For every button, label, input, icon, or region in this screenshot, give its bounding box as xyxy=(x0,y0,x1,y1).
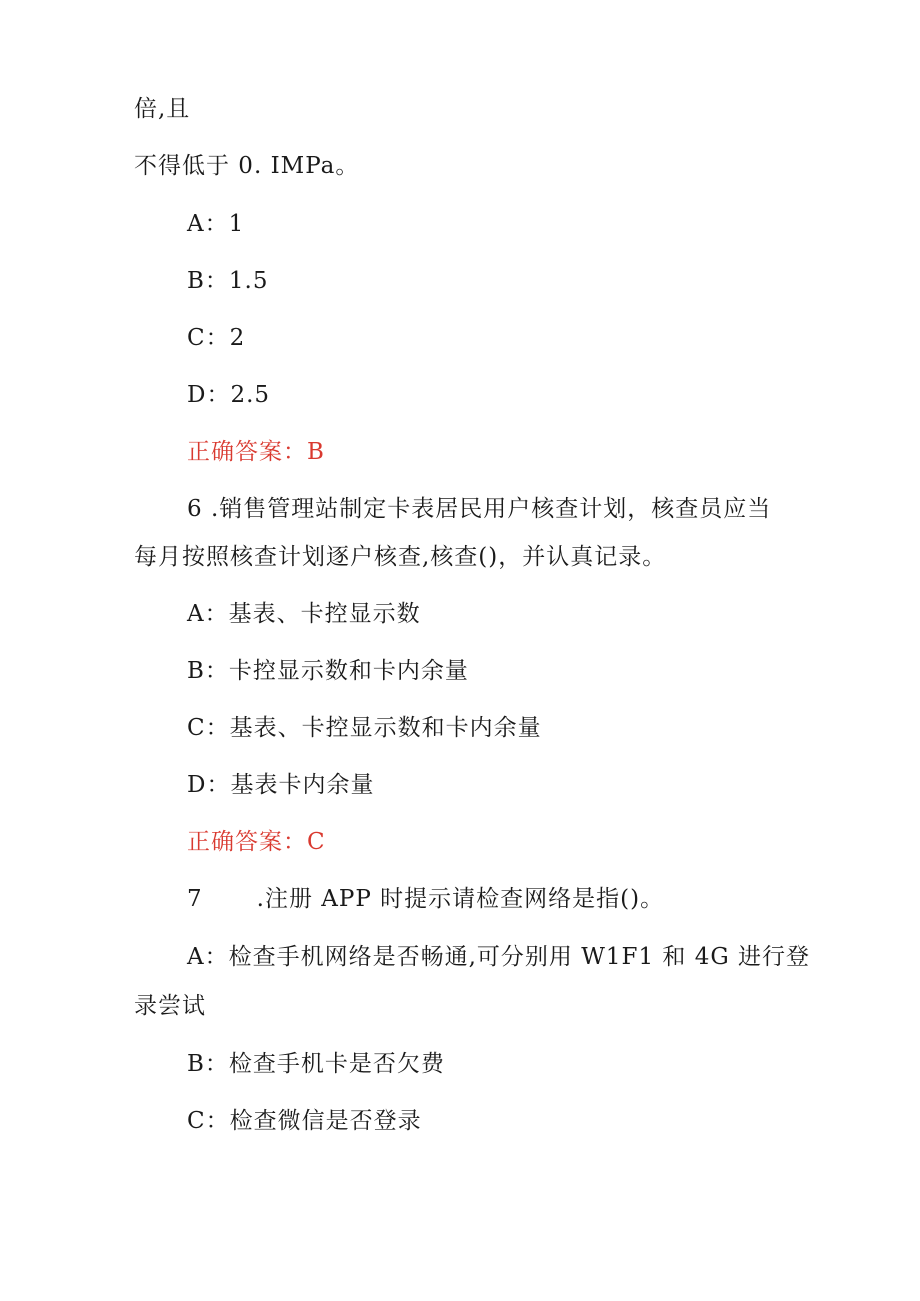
option-text: 卡控显示数和卡内余量 xyxy=(228,658,469,684)
option-c xyxy=(187,713,542,743)
option-a xyxy=(187,599,421,629)
option-label: A： xyxy=(187,211,229,237)
option-text: 2 xyxy=(229,325,246,351)
question-text: .注册 APP 时提示请检查网络是指()。 xyxy=(256,886,665,912)
question-text-line: 每月按照核查计划逐户核查,核查()，并认真记录。 xyxy=(134,544,667,570)
option-text-continued: 录尝试 xyxy=(134,993,206,1019)
option-b xyxy=(187,1049,445,1079)
option-b xyxy=(187,266,268,296)
question-text-line: 倍,且 xyxy=(134,96,191,122)
option-text: 1.5 xyxy=(228,268,269,294)
option-b xyxy=(187,656,469,686)
question-text-line: 不得低于 0. IMPa。 xyxy=(134,153,360,179)
option-label: D： xyxy=(187,382,231,408)
option-text: 检查手机卡是否欠费 xyxy=(228,1051,445,1077)
option-c xyxy=(187,323,245,353)
option-label: D： xyxy=(187,772,231,798)
option-a xyxy=(187,209,244,239)
option-label: B： xyxy=(187,268,229,294)
option-text: 基表卡内余量 xyxy=(230,772,375,798)
option-label: A： xyxy=(187,944,229,970)
option-label: C： xyxy=(187,715,230,741)
question-text-line: 6 .销售管理站制定卡表居民用户核查计划，核查员应当 xyxy=(187,496,772,522)
option-d xyxy=(187,380,270,410)
option-text: 基表、卡控显示数和卡内余量 xyxy=(229,715,542,741)
option-label: C： xyxy=(187,1108,230,1134)
option-text: 2.5 xyxy=(230,382,271,408)
option-label: B： xyxy=(187,1051,229,1077)
correct-answer: 正确答案：C xyxy=(187,829,326,855)
option-text: 1 xyxy=(228,211,245,237)
option-a xyxy=(187,942,810,972)
correct-answer: 正确答案：B xyxy=(187,439,325,465)
option-label: A： xyxy=(187,601,229,627)
option-text: 检查微信是否登录 xyxy=(229,1108,422,1134)
option-c xyxy=(187,1106,422,1136)
option-label: B： xyxy=(187,658,229,684)
option-d xyxy=(187,770,374,800)
option-label: C： xyxy=(187,325,230,351)
question-number: 7 xyxy=(187,886,203,912)
question-text-line xyxy=(187,884,664,914)
option-text: 基表、卡控显示数 xyxy=(228,601,421,627)
option-text: 检查手机网络是否畅通,可分别用 W1F1 和 4G 进行登 xyxy=(228,944,811,970)
